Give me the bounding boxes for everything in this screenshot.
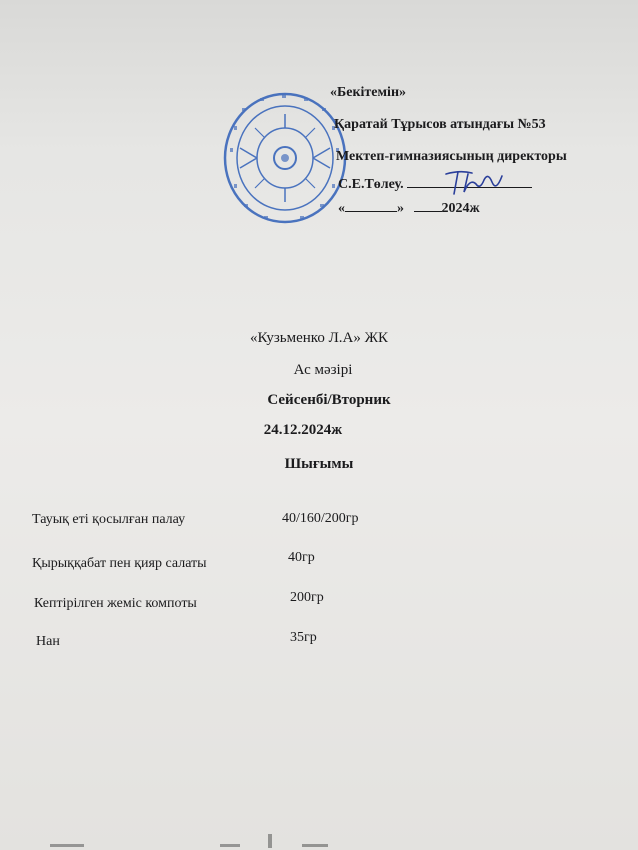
official-stamp-icon: [220, 88, 350, 228]
approval-school-name: Қаратай Тұрысов атындағы №53: [334, 117, 546, 132]
output-label: Шығымы: [284, 456, 354, 472]
menu-item-name: Кептірілген жеміс компоты: [34, 596, 197, 611]
menu-item-name: Қырыққабат пен қияр салаты: [32, 556, 207, 571]
company-name: «Кузьменко Л.А» ЖК: [249, 330, 389, 346]
menu-item-weight: 40/160/200гр: [282, 511, 359, 526]
approval-title: «Бекітемін»: [330, 85, 407, 100]
approval-signer: С.Е.Төлеу.: [338, 177, 404, 192]
menu-date: 24.12.2024ж: [263, 422, 343, 438]
menu-item-weight: 35гр: [290, 630, 317, 645]
menu-item-name: Нан: [36, 634, 60, 649]
footer-cutoff-marks: [40, 826, 360, 850]
menu-day: Сейсенбі/Вторник: [267, 392, 391, 408]
menu-title: Ас мәзірі: [293, 362, 353, 378]
handwritten-signature-icon: [440, 168, 510, 198]
approval-date-line: « » 2024ж: [338, 201, 480, 216]
menu-item-weight: 40гр: [288, 550, 315, 565]
menu-item-weight: 200гр: [290, 590, 324, 605]
menu-item-name: Тауық еті қосылған палау: [32, 512, 186, 527]
approval-director-line: Мектеп-гимназиясының директоры: [336, 149, 567, 164]
approval-year: 2024ж: [441, 201, 480, 216]
